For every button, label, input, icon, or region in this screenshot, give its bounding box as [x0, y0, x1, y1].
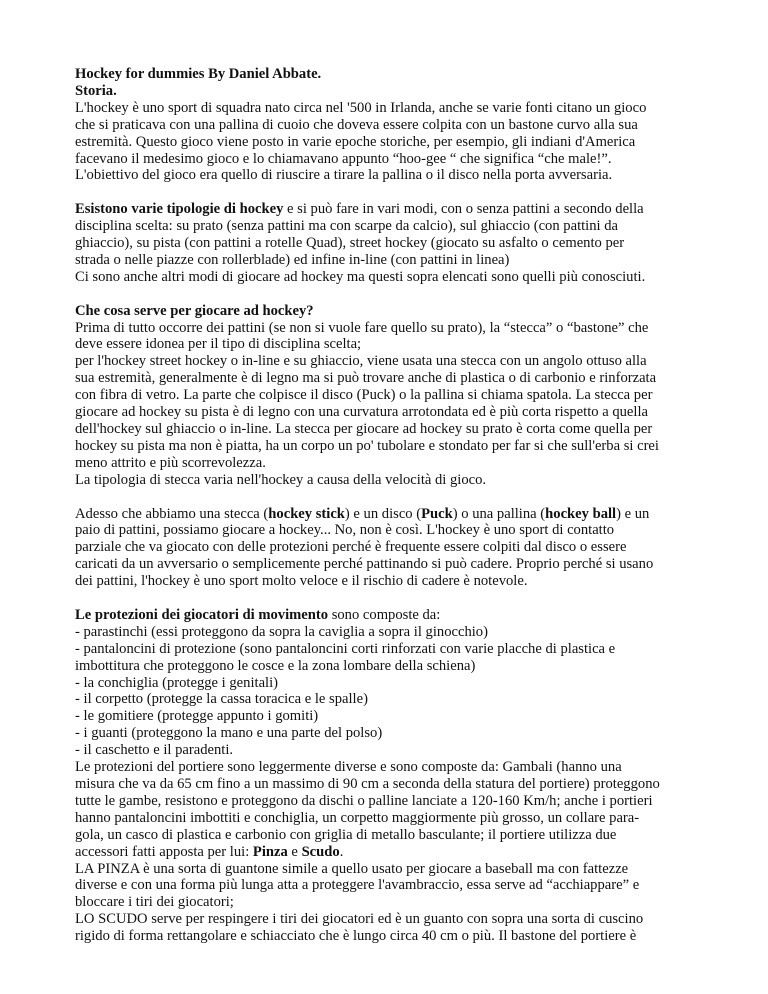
adesso-text: Adesso che abbiamo una stecca ( [75, 505, 269, 522]
protezioni-line: - parastinchi (essi proteggono da sopra la caviglia a sopra il ginocchio) [75, 623, 488, 640]
accessori-text: accessori fatti apposta per lui: [75, 843, 253, 860]
serve-line: La tipologia di stecca varia nell'hockey a causa della velocità di gioco. [75, 471, 487, 488]
protezioni-line: gola, un casco di plastica e carbonio con griglia di metallo basculante; il portiere utilizza due [75, 826, 617, 843]
accessori-text: . [339, 843, 344, 860]
protezioni-line: tutte le gambe, resistono e proteggono da dischi o palline lanciate a 120-160 Km/h; anche i portieri [75, 792, 653, 809]
storia-line: che si praticava con una pallina di cuoio che doveva essere colpita con un bastone curvo alla sua [75, 116, 638, 133]
storia-line: estremità. Questo gioco viene posto in varie epoche storiche, per esempio, gli indiani d'America [75, 133, 636, 150]
scudo-term: Scudo [301, 843, 340, 860]
protezioni-heading: Le protezioni dei giocatori di movimento [75, 606, 329, 623]
puck-term: Puck [421, 505, 453, 522]
protezioni-line: - i guanti (proteggono la mano e una parte del polso) [75, 725, 383, 742]
protezioni-line: rigido di forma rettangolare e schiacciato che è lungo circa 40 cm o più. Il bastone del portiere è [75, 928, 637, 945]
adesso-line: paio di pattini, possiamo giocare a hockey... No, non è così. L'hockey è uno sport di contatto [75, 522, 615, 539]
adesso-line: parziale che va giocato con delle protezioni perché è frequente essere colpiti dal disco o essere [75, 539, 627, 556]
adesso-line: dei pattini, l'hockey è uno sport molto veloce e il rischio di cadere è notevole. [75, 573, 528, 590]
protezioni-line: diverse e con una forma più lunga atta a proteggere l'avambraccio, essa serve ad “acchiappare” e [75, 877, 640, 894]
document-page [75, 66, 695, 962]
serve-line: per l'hockey street hockey o in-line e su ghiaccio, viene usata una stecca con un angolo ottuso alla [75, 353, 647, 370]
tipologie-line: strada o nelle piazze con rollerblade) ed infine in-line (con pattini in linea) [75, 251, 510, 268]
tipologie-line: Ci sono anche altri modi di giocare ad hockey ma questi sopra elencati sono quelli più conosciuti. [75, 268, 646, 285]
pinza-term: Pinza [252, 843, 288, 860]
serve-section [75, 303, 695, 489]
accessori-text: e [287, 843, 302, 860]
protezioni-line: LO SCUDO serve per respingere i tiri dei giocatori ed è un guanto con sopra una sorta di cuscino [75, 911, 644, 928]
tipologie-line: disciplina scelta: su prato (senza pattini ma con scarpe da calcio), sul ghiaccio (con pattini da [75, 218, 619, 235]
protezioni-line: misura che va da 65 cm fino a un massimo di 90 cm a seconda della statura del portiere) proteggono [75, 776, 660, 792]
protezioni-first-line: sono composte da: [328, 606, 441, 623]
adesso-text: ) e un disco ( [344, 505, 422, 522]
protezioni-line: - pantaloncini di protezione (sono pantaloncini corti rinforzati con varie placche di plastica e [75, 640, 616, 657]
protezioni-line: bloccare i tiri dei giocatori; [75, 894, 234, 911]
protezioni-section [75, 607, 695, 945]
protezioni-line: imbottitura che proteggono le cosce e la zona lombare della schiena) [75, 657, 476, 674]
serve-heading: Che cosa serve per giocare ad hockey? [75, 302, 314, 319]
serve-line: Prima di tutto occorre dei pattini (se non si vuole fare quello su prato), la “stecca” o “bastone” che [75, 319, 649, 336]
serve-line: hockey su pista ma non è piatta, ha un corpo un po' tubolare e stondato per far si che sull'erba si crei [75, 437, 659, 454]
serve-line: meno attrito e più scorrevolezza. [75, 454, 266, 471]
storia-line: L'hockey è uno sport di squadra nato circa nel '500 in Irlanda, anche se varie fonti citano un gioco [75, 99, 647, 116]
tipologie-first-line: e si può fare in vari modi, con o senza pattini a secondo della [283, 201, 644, 218]
adesso-text: ) e un [616, 505, 650, 522]
protezioni-line: LA PINZA è una sorta di guantone simile a quello usato per giocare a baseball ma con fattezze [75, 860, 629, 877]
storia-line: facevano il medesimo gioco e lo chiamavano appunto “hoo-gee “ che significa “che male!”. [75, 150, 612, 167]
tipologie-heading: Esistono varie tipologie di hockey [75, 201, 284, 218]
storia-heading: Storia. [75, 82, 117, 99]
protezioni-line: - la conchiglia (protegge i genitali) [75, 674, 279, 691]
storia-section [75, 66, 695, 184]
serve-line: sua estremità, generalmente è di legno ma si può trovare anche di plastica o di carbonio e rinforzata [75, 370, 657, 387]
serve-line: giocare ad hockey su pista è di legno con una curvatura arrotondata ed è più corta rispetto a quella [75, 404, 648, 421]
protezioni-line: - le gomitiere (protegge appunto i gomiti) [75, 708, 319, 725]
protezioni-line: - il corpetto (protegge la cassa toracica e le spalle) [75, 691, 368, 708]
serve-line: dell'hockey sul ghiaccio o in-line. La stecca per giocare ad hockey su prato è corta come quella per [75, 421, 653, 437]
document-title: Hockey for dummies By Daniel Abbate. [75, 66, 322, 82]
serve-line: con fibra di vetro. La parte che colpisce il disco (Puck) o la pallina si chiama spatola. La stecca per [75, 387, 653, 404]
serve-line: deve essere idonea per il tipo di disciplina scelta; [75, 336, 362, 353]
adesso-section [75, 506, 695, 591]
adesso-line: caricati da un avversario o semplicemente perché pattinando si può cadere. Proprio perché si usano [75, 556, 654, 573]
tipologie-section [75, 201, 695, 286]
storia-line: L'obiettivo del gioco era quello di riuscire a tirare la pallina o il disco nella porta avversaria. [75, 167, 613, 184]
protezioni-line: Le protezioni del portiere sono leggermente diverse e sono composte da: Gambali (hanno una [75, 759, 622, 776]
protezioni-line: hanno pantaloncini imbottiti e conchiglia, un corpetto maggiormente più grosso, un collare para- [75, 809, 640, 826]
tipologie-line: ghiaccio), su pista (con pattini a rotelle Quad), street hockey (giocato su asfalto o cemento per [75, 235, 625, 252]
hockey-stick-term: hockey stick [268, 505, 345, 522]
hockey-ball-term: hockey ball [545, 505, 617, 522]
protezioni-line: - il caschetto e il paradenti. [75, 742, 234, 759]
adesso-text: ) o una pallina ( [452, 505, 546, 522]
